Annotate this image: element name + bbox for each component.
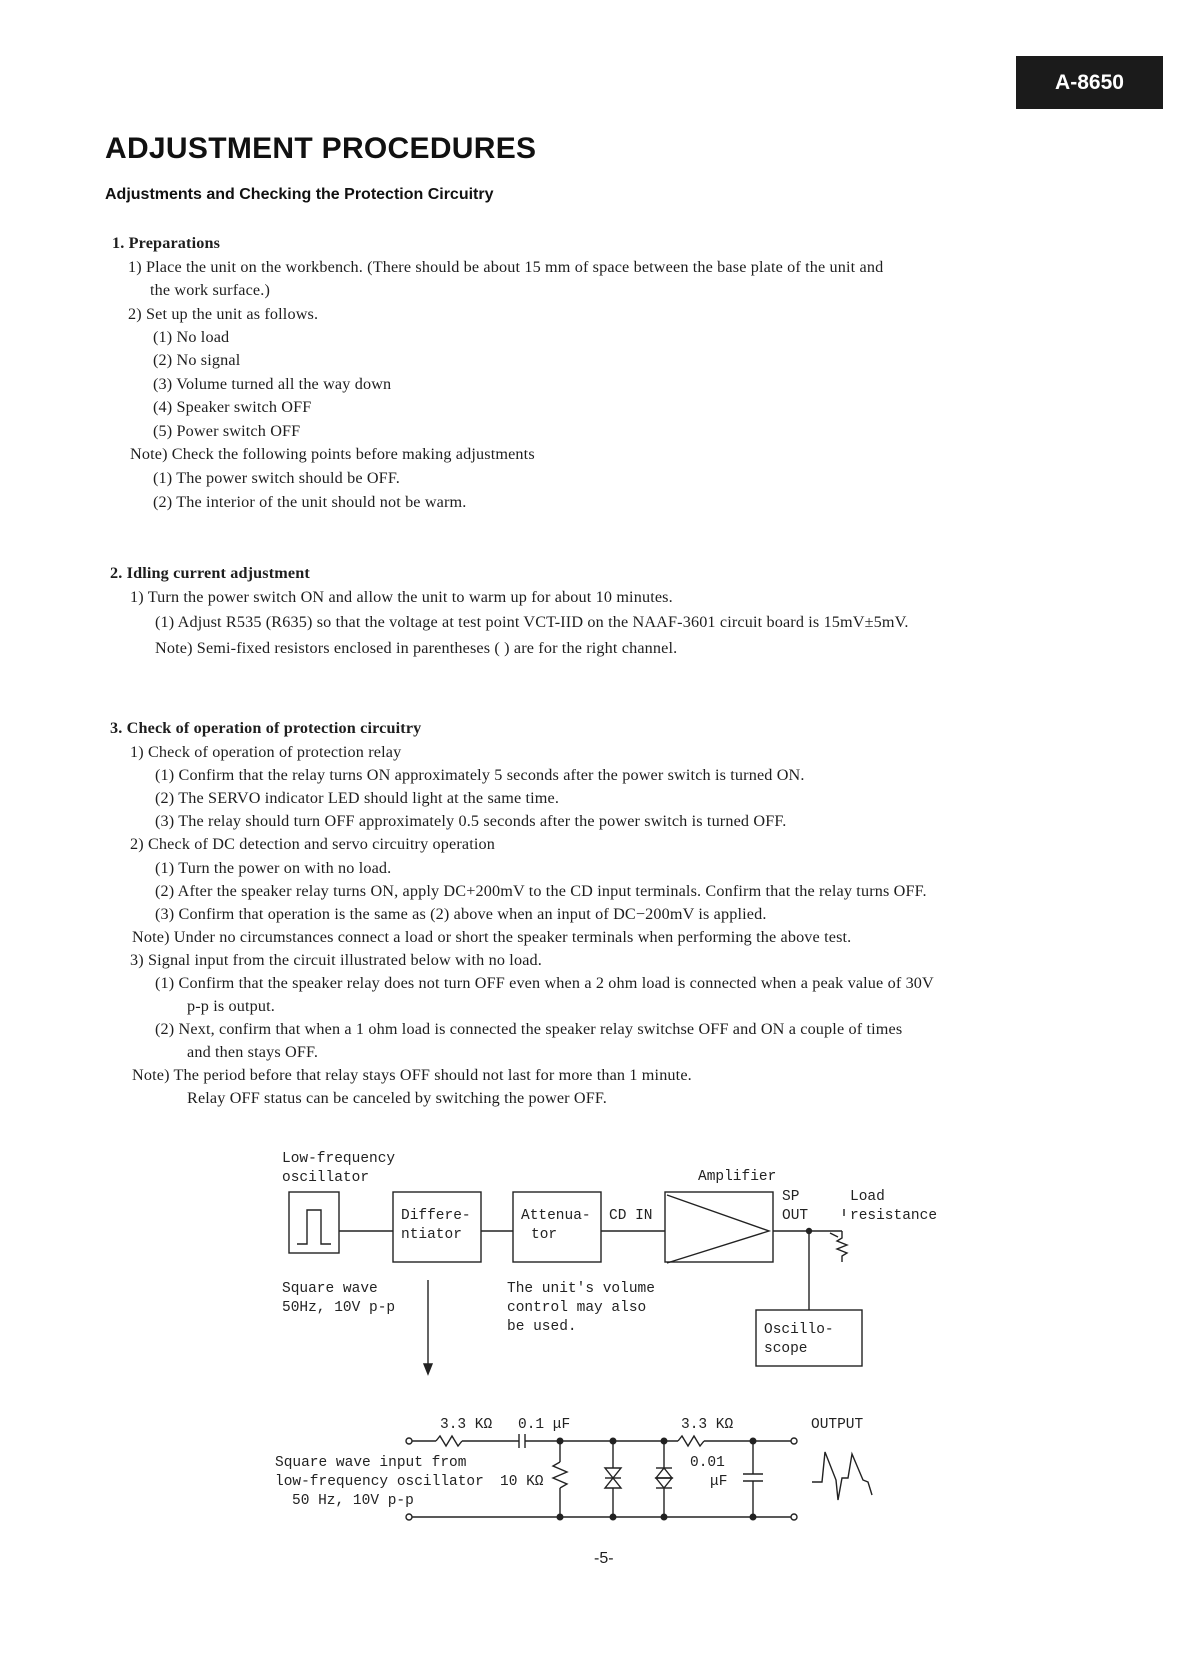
procedure-line: (2) No signal	[153, 351, 241, 369]
output-label: OUTPUT	[811, 1417, 864, 1433]
procedure-line: (2) The interior of the unit should not be warm.	[153, 493, 467, 511]
resistor-label: 3.3 KΩ	[440, 1417, 493, 1433]
procedure-line: 3) Signal input from the circuit illustrated below with no load.	[130, 951, 542, 969]
square-wave-label: Square wave	[282, 1281, 378, 1297]
note-line: Note) Semi-fixed resistors enclosed in parentheses ( ) are for the right channel.	[155, 639, 678, 657]
section-heading: 2. Idling current adjustment	[110, 564, 310, 582]
resistor-label: 10 KΩ	[500, 1474, 544, 1490]
resistor-label: 3.3 KΩ	[681, 1417, 734, 1433]
output-waveform	[812, 1452, 872, 1500]
procedure-line: p-p is output.	[187, 997, 275, 1015]
procedure-line: (3) The relay should turn OFF approximately 0.5 seconds after the power switch is turned OFF.	[155, 812, 787, 830]
differentiator-label: ntiator	[401, 1227, 462, 1243]
capacitor-label: 0.01	[690, 1455, 725, 1471]
procedure-line: (1) Confirm that the speaker relay does not turn OFF even when a 2 ohm load is connected when a peak value of 30V	[155, 974, 934, 992]
input-label: Square wave input from	[275, 1455, 467, 1471]
page-subtitle: Adjustments and Checking the Protection Circuitry	[105, 186, 494, 203]
procedure-line: (1) No load	[153, 328, 230, 346]
cd-in-label: CD IN	[609, 1208, 653, 1224]
input-label: 50 Hz, 10V p-p	[292, 1493, 414, 1509]
attenuator-label: Attenua-	[521, 1208, 591, 1224]
section-heading: 1. Preparations	[112, 234, 221, 252]
sp-out-label: SP	[782, 1189, 800, 1205]
oscilloscope-box	[756, 1310, 862, 1366]
block-diagram	[282, 1151, 937, 1374]
oscillator-label: Low-frequency	[282, 1151, 396, 1167]
resistor-symbol	[678, 1436, 704, 1446]
procedure-line: (5) Power switch OFF	[153, 422, 301, 440]
note-line: Note) The period before that relay stays OFF should not last for more than 1 minute.	[132, 1066, 692, 1084]
oscillator-box	[289, 1192, 339, 1253]
procedure-line: (1) Turn the power on with no load.	[155, 859, 392, 877]
procedure-line: and then stays OFF.	[187, 1043, 319, 1061]
procedure-line: 2) Set up the unit as follows.	[128, 305, 319, 323]
load-resistor	[837, 1231, 847, 1262]
model-tag: A-8650	[1016, 56, 1163, 109]
procedure-line: 2) Check of DC detection and servo circuitry operation	[130, 835, 496, 853]
procedure-line: 1) Check of operation of protection relay	[130, 743, 402, 761]
amplifier-triangle	[667, 1195, 769, 1263]
procedure-line: (2) After the speaker relay turns ON, apply DC+200mV to the CD input terminals. Confirm that the relay turns OFF.	[155, 882, 927, 900]
oscilloscope-label: Oscillo-	[764, 1322, 834, 1338]
resistor-symbol	[553, 1462, 567, 1488]
square-wave-label: 50Hz, 10V p-p	[282, 1300, 396, 1316]
input-label: low-frequency oscillator	[275, 1474, 484, 1490]
volume-note: control may also	[507, 1300, 647, 1316]
capacitor-label: μF	[710, 1474, 728, 1490]
diode-symbol	[605, 1468, 621, 1478]
load-resistance-label: Load	[850, 1189, 885, 1205]
section-heading: 3. Check of operation of protection circuitry	[110, 719, 422, 737]
volume-note: be used.	[507, 1319, 577, 1335]
oscilloscope-label: scope	[764, 1341, 808, 1357]
note-line: Relay OFF status can be canceled by switching the power OFF.	[187, 1089, 607, 1107]
differentiator-label: Differe-	[401, 1208, 471, 1224]
procedure-line: the work surface.)	[150, 281, 271, 299]
procedure-line: (1) Confirm that the relay turns ON approximately 5 seconds after the power switch is turned ON.	[155, 766, 805, 784]
note-line: Note) Check the following points before making adjustments	[130, 445, 535, 463]
procedure-line: (1) Adjust R535 (R635) so that the voltage at test point VCT-IID on the NAAF-3601 circuit board is 15mV±5mV.	[155, 613, 909, 631]
page-title: ADJUSTMENT PROCEDURES	[105, 132, 537, 165]
diode-symbol	[656, 1468, 672, 1478]
resistor-symbol	[436, 1436, 462, 1446]
procedure-line: (1) The power switch should be OFF.	[153, 469, 400, 487]
capacitor-label: 0.1 μF	[518, 1417, 571, 1433]
square-wave-icon	[297, 1210, 331, 1244]
volume-note: The unit's volume	[507, 1281, 655, 1297]
procedure-line: (4) Speaker switch OFF	[153, 398, 312, 416]
procedure-line: (2) The SERVO indicator LED should light at the same time.	[155, 789, 560, 807]
load-resistance-label: resistance	[850, 1208, 938, 1224]
sp-out-label: OUT	[782, 1208, 809, 1224]
differentiator-circuit	[275, 1417, 872, 1520]
oscillator-label: oscillator	[282, 1170, 370, 1186]
procedure-line: 1) Place the unit on the workbench. (There should be about 15 mm of space between the base plate of the unit and	[128, 258, 884, 276]
attenuator-label: tor	[531, 1227, 558, 1243]
procedure-line: (3) Volume turned all the way down	[153, 375, 392, 393]
page-number: -5-	[594, 1550, 614, 1567]
note-line: Note) Under no circumstances connect a load or short the speaker terminals when performing the above test.	[132, 928, 852, 946]
amplifier-label: Amplifier	[698, 1169, 777, 1185]
procedure-line: (2) Next, confirm that when a 1 ohm load is connected the speaker relay switchse OFF and ON a couple of times	[155, 1020, 903, 1038]
procedure-line: 1) Turn the power switch ON and allow the unit to warm up for about 10 minutes.	[130, 588, 673, 606]
procedure-line: (3) Confirm that operation is the same as (2) above when an input of DC−200mV is applied.	[155, 905, 767, 923]
